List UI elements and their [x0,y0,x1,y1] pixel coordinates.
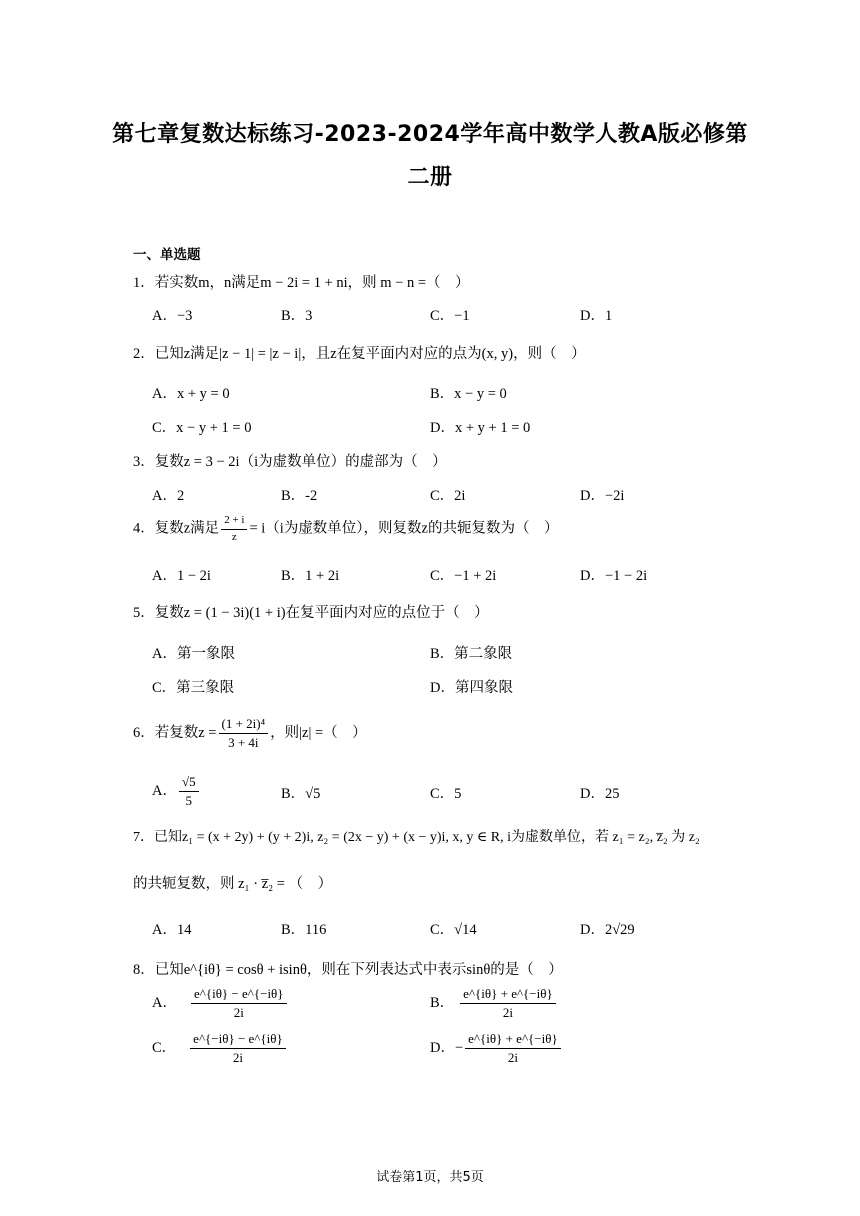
q6-option-a-label: A． [152,783,177,800]
q8-option-d-label: D．− [430,1040,464,1057]
q6-option-b-label: B． [281,786,306,802]
q3-option-b[interactable]: B．-2 [281,488,318,504]
q6-option-b[interactable] [281,782,320,803]
q7-option-d[interactable]: D．2√29 [580,922,635,938]
q6-option-b-value: √5 [305,786,321,802]
title-line-1: 第七章复数达标练习-2023-2024学年高中数学人教A版必修第 [112,122,748,147]
q8-option-b[interactable] [430,986,558,1022]
q4-frac-den: z [231,530,237,543]
q3-option-d[interactable]: D．−2i [580,488,625,504]
q6-optA-num: √5 [179,774,199,792]
q8-b-den: 2i [502,1005,513,1021]
q8-option-a[interactable] [152,986,289,1022]
q6-frac-num: (1 + 2i)⁴ [219,716,269,734]
q6-option-d[interactable]: D．25 [580,786,620,802]
question-7-stem-line-1: 7．已知z₁ = (x + 2y) + (y + 2)i, z₂ = (2x − y) + (x − y)i, x, y ∈ R, i为虚数单位，若 z₁ = z₂, z̅₂ 为 z₂ [133,830,700,845]
q4-option-a[interactable]: A．1 − 2i [152,568,211,584]
section-heading: 一、单选题 [133,247,201,263]
q8-c-num: e^{−iθ} − e^{iθ} [190,1031,286,1049]
q5-option-a[interactable]: A．第一象限 [152,646,235,662]
q5-option-c[interactable]: C．第三象限 [152,680,235,696]
q8-a-num: e^{iθ} − e^{−iθ} [191,986,287,1004]
question-7-stem-line-2: 的共轭复数，则 z₁ · z̅₂ = （ ） [133,876,333,892]
q4-option-b[interactable]: B．1 + 2i [281,568,340,584]
q8-option-b-fraction [460,986,556,1022]
q3-option-a[interactable]: A．2 [152,488,185,504]
q6-option-c[interactable]: C．5 [430,786,462,802]
q6-option-a[interactable] [152,774,201,810]
q4-option-d[interactable]: D．−1 − 2i [580,568,648,584]
q2-option-a[interactable]: A．x + y = 0 [152,386,230,402]
q8-d-den: 2i [507,1050,518,1066]
question-1-stem: 1．若实数m，n满足m − 2i = 1 + ni，则 m − n =（ ） [133,275,470,291]
q1-option-b[interactable]: B．3 [281,308,313,324]
q8-a-den: 2i [233,1005,244,1021]
q1-option-d[interactable]: D．1 [580,308,613,324]
q7-option-b[interactable]: B．116 [281,922,327,938]
q1-option-c[interactable]: C．−1 [430,308,470,324]
q2-option-b[interactable]: B．x − y = 0 [430,386,507,402]
question-4-stem [133,514,559,545]
q2-option-d[interactable]: D．x + y + 1 = 0 [430,420,531,436]
q4-frac-num: 2 + i [221,514,247,530]
q6-frac-den: 3 + 4i [228,735,259,751]
question-3-stem: 3．复数z = 3 − 2i（i为虚数单位）的虚部为（ ） [133,454,447,470]
q8-option-c-label: C． [152,1040,177,1057]
q6-optA-den: 5 [185,793,193,809]
q6-stem-post: ，则|z| =（ ） [270,725,367,742]
page-footer: 试卷第1页，共5页 [376,1170,484,1185]
q6-option-a-fraction [179,774,199,810]
q8-option-a-fraction [191,986,287,1022]
q1-option-a[interactable]: A．−3 [152,308,193,324]
q4-stem-pre: 4．复数z满足 [133,520,220,537]
q2-option-c[interactable]: C．x − y + 1 = 0 [152,420,252,436]
question-8-stem: 8．已知e^{iθ} = cosθ + isinθ，则在下列表达式中表示sinθ的是（ ） [133,962,563,978]
q8-option-d[interactable] [430,1031,563,1067]
q6-fraction [219,716,269,752]
q7-option-a[interactable]: A．14 [152,922,192,938]
q8-option-c-fraction [190,1031,286,1067]
q4-option-c[interactable]: C．−1 + 2i [430,568,497,584]
q8-option-d-fraction [465,1031,561,1067]
q3-option-c[interactable]: C．2i [430,488,466,504]
q8-c-den: 2i [232,1050,243,1066]
q8-option-b-label: B． [430,995,455,1012]
q6-stem-pre: 6．若复数z = [133,725,217,742]
q4-fraction [221,514,247,545]
q8-d-num: e^{iθ} + e^{−iθ} [465,1031,561,1049]
title-line-2: 二册 [407,165,453,190]
q4-stem-post: = i（i为虚数单位），则复数z的共轭复数为（ ） [249,520,559,537]
q7-option-c[interactable]: C．√14 [430,922,477,938]
q8-option-c[interactable] [152,1031,288,1067]
q5-option-b[interactable]: B．第二象限 [430,646,513,662]
q5-option-d[interactable]: D．第四象限 [430,680,513,696]
question-6-stem [133,716,367,752]
q8-b-num: e^{iθ} + e^{−iθ} [460,986,556,1004]
question-5-stem: 5．复数z = (1 − 3i)(1 + i)在复平面内对应的点位于（ ） [133,605,489,621]
question-2-stem: 2．已知z满足|z − 1| = |z − i|，且z在复平面内对应的点为(x, y)，则（ ） [133,346,586,362]
q8-option-a-label: A． [152,995,177,1012]
